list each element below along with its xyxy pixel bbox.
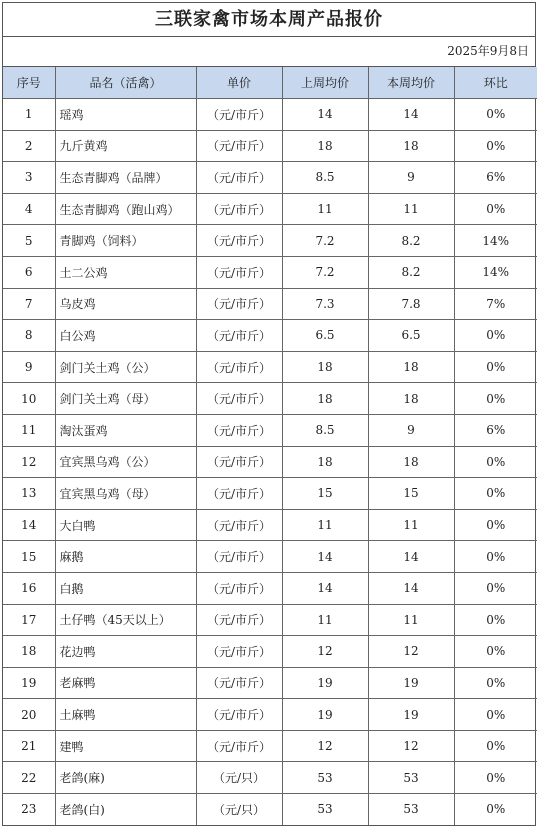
cell-this-week-price: 18 <box>368 130 454 162</box>
cell-change: 0% <box>454 636 537 668</box>
cell-product-name: 老鸽(麻) <box>55 762 196 794</box>
cell-unit: （元/市斤） <box>196 699 282 731</box>
cell-unit: （元/市斤） <box>196 288 282 320</box>
header-product-name: 品名（活禽） <box>55 67 196 99</box>
cell-index: 20 <box>3 699 55 731</box>
cell-product-name: 老麻鸭 <box>55 667 196 699</box>
table-row <box>3 288 537 320</box>
cell-change: 0% <box>454 541 537 573</box>
table-row <box>3 446 537 478</box>
cell-unit: （元/市斤） <box>196 636 282 668</box>
cell-this-week-price: 19 <box>368 699 454 731</box>
cell-unit: （元/市斤） <box>196 478 282 510</box>
cell-product-name: 生态青脚鸡（跑山鸡） <box>55 193 196 225</box>
cell-last-week-price: 7.2 <box>282 256 368 288</box>
cell-last-week-price: 18 <box>282 446 368 478</box>
header-change: 环比 <box>454 67 537 99</box>
header-unit: 单价 <box>196 67 282 99</box>
cell-this-week-price: 8.2 <box>368 256 454 288</box>
table-row <box>3 130 537 162</box>
cell-unit: （元/市斤） <box>196 320 282 352</box>
table-row <box>3 762 537 794</box>
cell-unit: （元/市斤） <box>196 225 282 257</box>
cell-index: 7 <box>3 288 55 320</box>
cell-index: 21 <box>3 730 55 762</box>
cell-index: 19 <box>3 667 55 699</box>
cell-last-week-price: 19 <box>282 699 368 731</box>
cell-this-week-price: 18 <box>368 383 454 415</box>
table-row <box>3 414 537 446</box>
cell-product-name: 淘汰蛋鸡 <box>55 414 196 446</box>
cell-index: 1 <box>3 99 55 131</box>
cell-index: 11 <box>3 414 55 446</box>
table-row <box>3 699 537 731</box>
cell-product-name: 土麻鸭 <box>55 699 196 731</box>
cell-unit: （元/市斤） <box>196 130 282 162</box>
cell-index: 3 <box>3 162 55 194</box>
cell-last-week-price: 19 <box>282 667 368 699</box>
cell-index: 13 <box>3 478 55 510</box>
cell-change: 0% <box>454 446 537 478</box>
cell-change: 0% <box>454 794 537 825</box>
table-row <box>3 636 537 668</box>
cell-index: 6 <box>3 256 55 288</box>
cell-change: 0% <box>454 509 537 541</box>
cell-this-week-price: 19 <box>368 667 454 699</box>
table-row <box>3 162 537 194</box>
table-row <box>3 193 537 225</box>
cell-last-week-price: 18 <box>282 130 368 162</box>
cell-last-week-price: 11 <box>282 509 368 541</box>
cell-change: 0% <box>454 320 537 352</box>
cell-index: 2 <box>3 130 55 162</box>
cell-product-name: 生态青脚鸡（品牌） <box>55 162 196 194</box>
cell-last-week-price: 18 <box>282 383 368 415</box>
cell-index: 9 <box>3 351 55 383</box>
cell-this-week-price: 8.2 <box>368 225 454 257</box>
cell-index: 15 <box>3 541 55 573</box>
cell-index: 12 <box>3 446 55 478</box>
cell-index: 17 <box>3 604 55 636</box>
header-index: 序号 <box>3 67 55 99</box>
header-last-week-price: 上周均价 <box>282 67 368 99</box>
cell-change: 6% <box>454 162 537 194</box>
cell-change: 0% <box>454 130 537 162</box>
cell-change: 6% <box>454 414 537 446</box>
cell-change: 0% <box>454 572 537 604</box>
cell-change: 0% <box>454 762 537 794</box>
table-row <box>3 256 537 288</box>
table-header-row <box>3 67 537 99</box>
table-body <box>3 99 537 825</box>
cell-this-week-price: 9 <box>368 162 454 194</box>
cell-last-week-price: 15 <box>282 478 368 510</box>
cell-last-week-price: 8.5 <box>282 162 368 194</box>
table-row <box>3 541 537 573</box>
cell-product-name: 青脚鸡（饲料） <box>55 225 196 257</box>
cell-index: 8 <box>3 320 55 352</box>
cell-change: 0% <box>454 351 537 383</box>
table-row <box>3 604 537 636</box>
cell-last-week-price: 14 <box>282 541 368 573</box>
price-sheet <box>2 2 536 826</box>
table-row <box>3 794 537 825</box>
cell-product-name: 大白鸭 <box>55 509 196 541</box>
cell-this-week-price: 11 <box>368 509 454 541</box>
report-date: 2025年9月8日 <box>3 37 535 67</box>
cell-unit: （元/市斤） <box>196 414 282 446</box>
price-table <box>3 67 537 825</box>
table-row <box>3 730 537 762</box>
cell-last-week-price: 53 <box>282 762 368 794</box>
cell-product-name: 麻鹅 <box>55 541 196 573</box>
cell-last-week-price: 6.5 <box>282 320 368 352</box>
cell-unit: （元/市斤） <box>196 509 282 541</box>
cell-unit: （元/市斤） <box>196 541 282 573</box>
cell-this-week-price: 18 <box>368 446 454 478</box>
table-row <box>3 509 537 541</box>
cell-product-name: 宜宾黑乌鸡（公） <box>55 446 196 478</box>
cell-product-name: 剑门关土鸡（母） <box>55 383 196 415</box>
cell-unit: （元/市斤） <box>196 572 282 604</box>
cell-change: 0% <box>454 193 537 225</box>
cell-unit: （元/市斤） <box>196 604 282 636</box>
cell-last-week-price: 12 <box>282 636 368 668</box>
table-row <box>3 320 537 352</box>
cell-product-name: 老鸽(白) <box>55 794 196 825</box>
table-row <box>3 225 537 257</box>
cell-this-week-price: 11 <box>368 604 454 636</box>
table-row <box>3 572 537 604</box>
table-row <box>3 383 537 415</box>
cell-unit: （元/市斤） <box>196 256 282 288</box>
cell-this-week-price: 18 <box>368 351 454 383</box>
cell-unit: （元/市斤） <box>196 446 282 478</box>
cell-index: 22 <box>3 762 55 794</box>
cell-unit: （元/市斤） <box>196 99 282 131</box>
cell-unit: （元/只） <box>196 794 282 825</box>
table-row <box>3 351 537 383</box>
cell-unit: （元/市斤） <box>196 351 282 383</box>
cell-this-week-price: 14 <box>368 99 454 131</box>
table-row <box>3 99 537 131</box>
cell-change: 0% <box>454 699 537 731</box>
cell-this-week-price: 6.5 <box>368 320 454 352</box>
cell-this-week-price: 15 <box>368 478 454 510</box>
cell-this-week-price: 14 <box>368 541 454 573</box>
cell-last-week-price: 12 <box>282 730 368 762</box>
cell-change: 14% <box>454 256 537 288</box>
cell-product-name: 建鸭 <box>55 730 196 762</box>
cell-change: 7% <box>454 288 537 320</box>
cell-this-week-price: 7.8 <box>368 288 454 320</box>
cell-unit: （元/市斤） <box>196 383 282 415</box>
cell-product-name: 白鹅 <box>55 572 196 604</box>
cell-change: 0% <box>454 383 537 415</box>
header-this-week-price: 本周均价 <box>368 67 454 99</box>
cell-last-week-price: 8.5 <box>282 414 368 446</box>
cell-index: 10 <box>3 383 55 415</box>
cell-last-week-price: 7.3 <box>282 288 368 320</box>
cell-index: 5 <box>3 225 55 257</box>
cell-last-week-price: 11 <box>282 604 368 636</box>
cell-product-name: 土仔鸭（45天以上） <box>55 604 196 636</box>
cell-this-week-price: 9 <box>368 414 454 446</box>
cell-this-week-price: 53 <box>368 762 454 794</box>
cell-unit: （元/市斤） <box>196 730 282 762</box>
cell-product-name: 剑门关土鸡（公） <box>55 351 196 383</box>
cell-last-week-price: 14 <box>282 99 368 131</box>
cell-last-week-price: 18 <box>282 351 368 383</box>
cell-last-week-price: 53 <box>282 794 368 825</box>
table-row <box>3 667 537 699</box>
cell-product-name: 花边鸭 <box>55 636 196 668</box>
cell-product-name: 土二公鸡 <box>55 256 196 288</box>
cell-unit: （元/市斤） <box>196 667 282 699</box>
table-row <box>3 478 537 510</box>
cell-this-week-price: 11 <box>368 193 454 225</box>
cell-this-week-price: 12 <box>368 636 454 668</box>
cell-this-week-price: 12 <box>368 730 454 762</box>
cell-change: 0% <box>454 667 537 699</box>
cell-change: 0% <box>454 604 537 636</box>
cell-last-week-price: 14 <box>282 572 368 604</box>
cell-product-name: 九斤黄鸡 <box>55 130 196 162</box>
cell-last-week-price: 11 <box>282 193 368 225</box>
cell-index: 16 <box>3 572 55 604</box>
cell-change: 0% <box>454 99 537 131</box>
cell-product-name: 乌皮鸡 <box>55 288 196 320</box>
cell-change: 0% <box>454 478 537 510</box>
cell-index: 18 <box>3 636 55 668</box>
cell-this-week-price: 53 <box>368 794 454 825</box>
cell-last-week-price: 7.2 <box>282 225 368 257</box>
cell-change: 0% <box>454 730 537 762</box>
cell-this-week-price: 14 <box>368 572 454 604</box>
cell-unit: （元/市斤） <box>196 162 282 194</box>
cell-index: 4 <box>3 193 55 225</box>
page-title: 三联家禽市场本周产品报价 <box>3 3 535 37</box>
cell-product-name: 白公鸡 <box>55 320 196 352</box>
cell-change: 14% <box>454 225 537 257</box>
cell-index: 23 <box>3 794 55 825</box>
cell-product-name: 瑶鸡 <box>55 99 196 131</box>
cell-index: 14 <box>3 509 55 541</box>
cell-product-name: 宜宾黑乌鸡（母） <box>55 478 196 510</box>
cell-unit: （元/市斤） <box>196 193 282 225</box>
cell-unit: （元/只） <box>196 762 282 794</box>
